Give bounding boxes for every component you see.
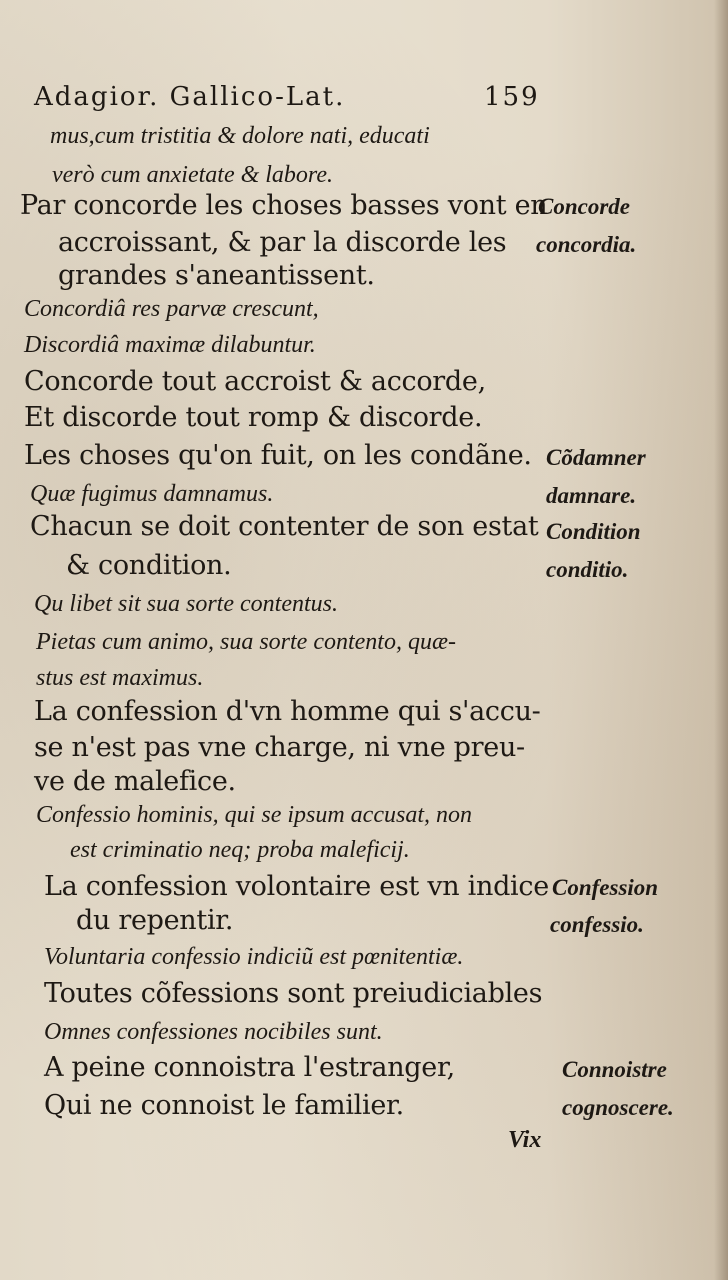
- text-line: accroissant, & par la discorde les: [58, 227, 507, 258]
- margin-note: Concorde: [538, 194, 630, 219]
- text-line: Chacun se doit contenter de son estat: [30, 511, 539, 542]
- text-line: mus,cum tristitia & dolore nati, educati: [50, 123, 430, 149]
- page-number: 159: [484, 82, 540, 112]
- margin-note: cognoscere.: [562, 1095, 674, 1120]
- text-line: Les choses qu'on fuit, on les condãne.: [24, 440, 532, 471]
- text-line: La confession d'vn homme qui s'accu-: [34, 696, 541, 727]
- text-line: Confessio hominis, qui se ipsum accusat, non: [36, 802, 472, 828]
- text-line: est criminatio neq; proba maleficij.: [70, 837, 410, 863]
- margin-note: confessio.: [550, 912, 644, 937]
- text-line: Voluntaria confessio indiciũ est pœnitentiæ.: [44, 944, 464, 970]
- text-line: Par concorde les choses basses vont en: [20, 190, 548, 221]
- text-line: A peine connoistra l'estranger,: [44, 1052, 455, 1083]
- text-line: ve de malefice.: [34, 766, 236, 797]
- text-line: verò cum anxietate & labore.: [52, 162, 334, 188]
- text-line: Concordiâ res parvæ crescunt,: [24, 296, 319, 322]
- margin-note: damnare.: [546, 483, 637, 508]
- text-line: stus est maximus.: [36, 665, 204, 691]
- catchword: Vix: [508, 1127, 542, 1153]
- text-line: Discordiâ maximæ dilabuntur.: [24, 332, 316, 358]
- margin-note: Connoistre: [562, 1057, 667, 1082]
- text-line: Quæ fugimus damnamus.: [30, 481, 274, 507]
- text-line: & condition.: [66, 550, 232, 581]
- text-line: Concorde tout accroist & accorde,: [24, 366, 486, 397]
- margin-note: Cõdamner: [546, 445, 646, 470]
- text-line: Qui ne connoist le familier.: [44, 1090, 404, 1121]
- text-line: du repentir.: [76, 905, 234, 936]
- text-line: Pietas cum animo, sua sorte contento, quæ-: [36, 629, 456, 655]
- text-line: La confession volontaire est vn indice: [44, 871, 549, 902]
- text-line: Toutes cõfessions sont preiudiciables: [44, 978, 543, 1009]
- running-title: Adagior. Gallico-Lat.: [34, 82, 346, 112]
- text-line: grandes s'aneantissent.: [58, 260, 375, 291]
- text-line: Qu libet sit sua sorte contentus.: [34, 591, 338, 617]
- text-line: se n'est pas vne charge, ni vne preu-: [34, 732, 525, 763]
- margin-note: Condition: [546, 519, 641, 544]
- text-line: Et discorde tout romp & discorde.: [24, 402, 483, 433]
- margin-note: conditio.: [546, 557, 629, 582]
- margin-note: Confession: [552, 875, 659, 900]
- text-line: Omnes confessiones nocibiles sunt.: [44, 1019, 383, 1045]
- margin-note: concordia.: [536, 232, 637, 257]
